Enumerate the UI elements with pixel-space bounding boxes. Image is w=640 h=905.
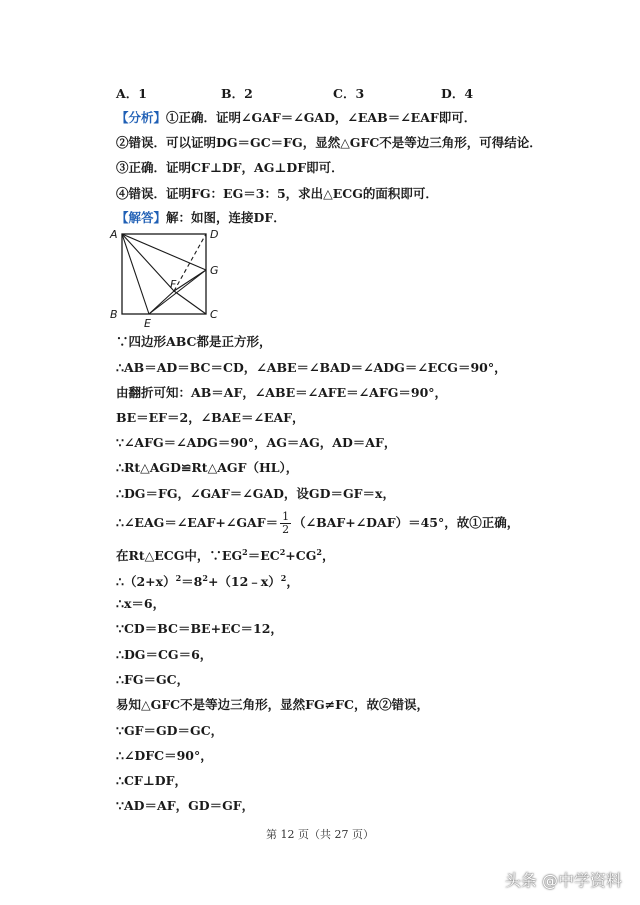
step-15: ∴CF⊥DF， — [116, 773, 187, 788]
label-c: C — [210, 308, 218, 321]
frac-before: ∴∠EAG＝∠EAF+∠GAF＝ — [116, 515, 279, 530]
watermark: 头条 @中学资料 — [504, 871, 622, 890]
option-a: A．1 — [116, 86, 147, 101]
eq-sup-3: 2 — [280, 573, 287, 583]
segment-ae — [122, 234, 149, 314]
eq-after: ， — [286, 574, 299, 590]
pyth-sup-1: 2 — [242, 547, 248, 557]
step-fraction — [116, 511, 519, 536]
eq-mid: ＝8 — [181, 574, 203, 590]
fraction-denominator: 2 — [282, 523, 290, 536]
step-13: ∵GF＝GD＝GC， — [116, 723, 224, 738]
analysis-line-2: ②错误．可以证明DG＝GC＝FG，显然△GFC不是等边三角形，可得结论． — [116, 135, 542, 150]
pyth-sup-2: 2 — [279, 547, 286, 557]
step-16: ∵AD＝AF，GD＝GF， — [116, 798, 255, 813]
segment-af — [122, 234, 174, 291]
step-4: BE＝EF＝2，∠BAE＝∠EAF， — [116, 410, 305, 425]
label-b: B — [110, 308, 118, 321]
fraction-one-half — [280, 511, 291, 536]
step-2: ∴AB＝AD＝BC＝CD，∠ABE＝∠BAD＝∠ADG＝∠ECG＝90°， — [116, 360, 507, 375]
eq-mid-2: +（12﹣x） — [207, 574, 281, 590]
segment-ag — [122, 234, 206, 270]
step-1: ∵四边形ABC都是正方形， — [116, 334, 272, 349]
option-d: D．4 — [441, 86, 474, 101]
pyth-sup-3: 2 — [316, 547, 322, 557]
solution-intro-text: 解：如图，连接DF． — [166, 210, 286, 225]
fraction-numerator: 1 — [282, 510, 290, 523]
step-6: ∴Rt△AGD≌Rt△AGF（HL）， — [116, 460, 299, 475]
analysis-line-1 — [116, 110, 476, 126]
step-pythagoras — [116, 544, 334, 564]
step-11: ∴FG＝GC， — [116, 672, 190, 687]
eq-before: ∴（2+x） — [116, 574, 176, 590]
page-footer: 第 12 页（共 27 页） — [266, 828, 374, 841]
pyth-mid-1: ＝EC — [247, 548, 280, 564]
option-c: C．3 — [333, 86, 365, 101]
eq-sup-1: 2 — [175, 573, 182, 583]
pyth-before: 在Rt△ECG中，∵EG — [116, 548, 243, 564]
label-f: F — [170, 278, 177, 291]
analysis-line-3: ③正确．证明CF⊥DF，AG⊥DF即可． — [116, 160, 344, 175]
step-equation — [116, 570, 299, 590]
label-g: G — [210, 264, 219, 277]
step-7: ∴DG＝FG，∠GAF＝∠GAD，设GD＝GF＝x， — [116, 486, 395, 501]
analysis-line-4: ④错误．证明FG：EG＝3：5，求出△ECG的面积即可． — [116, 186, 438, 201]
solution-tag: 【解答】 — [116, 210, 167, 225]
step-10: ∴DG＝CG＝6， — [116, 647, 213, 662]
pyth-mid-2: +CG — [285, 548, 317, 564]
step-9: ∵CD＝BC＝BE+EC＝12， — [116, 621, 283, 636]
label-a: A — [110, 228, 118, 241]
label-e: E — [144, 317, 151, 330]
segment-fc — [174, 291, 206, 314]
square-figure — [106, 224, 226, 330]
eq-sup-2: 2 — [202, 573, 208, 583]
analysis-text-1: ①正确．证明∠GAF＝∠GAD，∠EAB＝∠EAF即可． — [166, 110, 477, 125]
step-3: 由翻折可知：AB＝AF，∠ABE＝∠AFE＝∠AFG＝90°， — [116, 385, 448, 400]
option-b: B．2 — [221, 86, 253, 101]
step-5: ∵∠AFG＝∠ADG＝90°，AG＝AG，AD＝AF， — [116, 435, 397, 450]
step-14: ∴∠DFC＝90°， — [116, 748, 213, 763]
step-12: 易知△GFC不是等边三角形，显然FG≠FC，故②错误， — [116, 697, 429, 712]
frac-after: （∠BAF+∠DAF）＝45°，故①正确， — [293, 515, 520, 530]
label-d: D — [210, 228, 219, 241]
pyth-after: ， — [321, 548, 335, 564]
analysis-tag: 【分析】 — [116, 110, 167, 125]
step-8: ∴x＝6， — [116, 596, 166, 611]
